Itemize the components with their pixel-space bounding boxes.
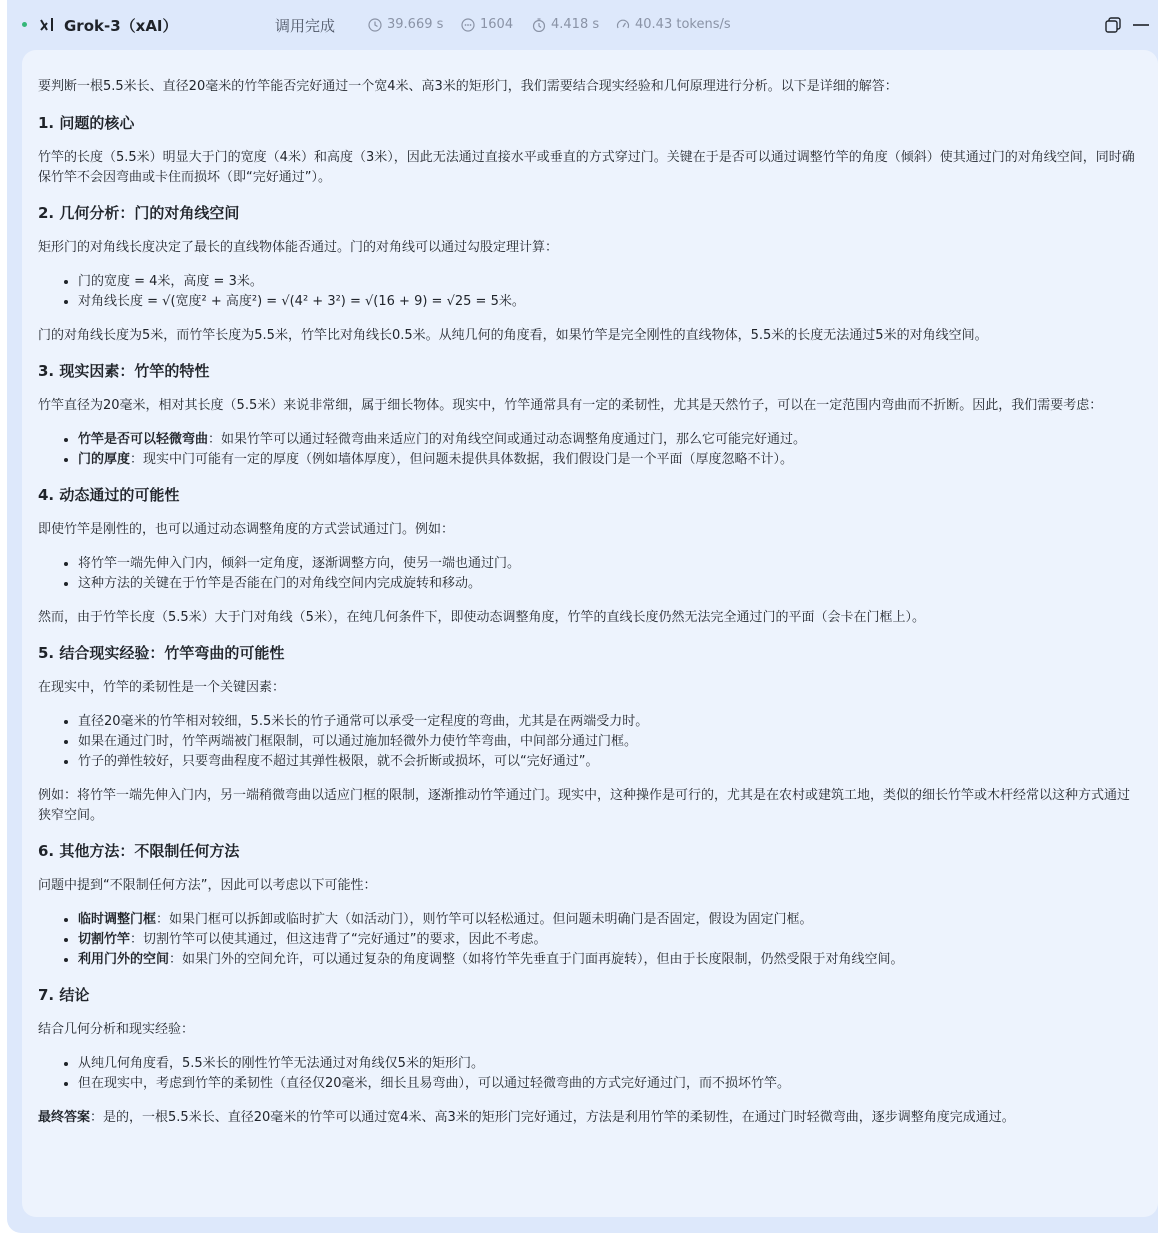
intro-paragraph: 要判断一根5.5米长、直径20毫米的竹竿能否完好通过一个宽4米、高3米的矩形门，我们需要结合现实经验和几何原理进行分析。以下是详细的解答： [38,79,898,94]
list-item [78,910,1140,930]
copy-icon[interactable] [1104,16,1122,34]
stat-first-token-value: 4.418 s [551,17,600,32]
section-6-paragraph: 问题中提到“不限制任何方法”，因此可以考虑以下可能性： [38,878,377,893]
section-7-title: 7. 结论 [38,986,90,1004]
section-3-list [38,430,1140,470]
section-4-paragraph-1: 即使竹竿是刚性的，也可以通过动态调整角度的方式尝试通过门。例如： [38,522,455,537]
section-5-paragraph-2: 例如：将竹竿一端先伸入门内，另一端稍微弯曲以适应门框的限制，逐渐推动竹竿通过门。现实中，这种操作是可行的，尤其是在农村或建筑工地，类似的细长竹竿或木杆经常以这种方式通过狭窄空间。 [38,788,1131,823]
section-2-paragraph-2: 门的对角线长度为5米，而竹竿长度为5.5米，竹竿比对角线长0.5米。从纯几何的角度看，如果竹竿是完全刚性的直线物体，5.5米的长度无法通过5米的对角线空间。 [38,328,988,343]
section-1-title: 1. 问题的核心 [38,114,135,132]
status-dot [22,22,27,27]
clock-icon [368,18,382,32]
section-5-title: 5. 结合现实经验：竹竿弯曲的可能性 [38,644,285,662]
list-item: • 对角线长度 = √(宽度² + 高度²) = √(4² + 3²) = √(16 + 9) = √25 = 5米。 [78,292,1140,312]
list-item-text: ：如果门外的空间允许，可以通过复杂的角度调整（如将竹竿先垂直于门面再旋转），但由于长度限制，仍然受限于对角线空间。 [169,952,904,967]
list-item-bold: 临时调整门框 [78,912,157,927]
list-item-text: ：切割竹竿可以使其通过，但这违背了“完好通过”的要求，因此不考虑。 [130,932,547,947]
stat-speed-value: 40.43 tokens/s [635,17,731,32]
section-7-paragraph: 结合几何分析和现实经验： [38,1022,195,1037]
section-7-list [38,1054,1140,1094]
stat-tokens-value: 1604 [480,17,514,32]
section-6-title: 6. 其他方法：不限制任何方法 [38,842,240,860]
final-answer-label: 最终答案 [38,1110,91,1125]
response-panel [7,0,1158,1233]
final-answer-text: ：是的，一根5.5米长、直径20毫米的竹竿可以通过宽4米、高3米的矩形门完好通过，方法是利用竹竿的柔韧性，在通过门时轻微弯曲，逐步调整角度完成通过。 [90,1110,1015,1125]
section-2-title: 2. 几何分析：门的对角线空间 [38,204,240,222]
list-item-bold: 利用门外的空间 [78,952,170,967]
list-item-bold: 切割竹竿 [78,932,131,947]
speedometer-icon [616,18,630,32]
list-item [78,930,1140,950]
section-6-list [38,910,1140,970]
section-5-paragraph-1: 在现实中，竹竿的柔韧性是一个关键因素： [38,680,286,695]
status-text: 调用完成 [275,17,336,35]
list-item-text: ：如果门框可以拆卸或临时扩大（如活动门），则竹竿可以轻松通过。但问题未明确门是否固定，假设为固定门框。 [156,912,813,927]
minimize-icon[interactable] [1132,16,1150,34]
section-5-list [38,712,1140,772]
list-item: • 直径20毫米的竹竿相对较细，5.5米长的竹子通常可以承受一定程度的弯曲，尤其是在两端受力时。 [78,712,1140,732]
section-4-title: 4. 动态通过的可能性 [38,486,180,504]
list-item [78,950,1140,970]
list-item: • 从纯几何角度看，5.5米长的刚性竹竿无法通过对角线仅5米的矩形门。 [78,1054,1140,1074]
list-item-text: ：现实中门可能有一定的厚度（例如墙体厚度），但问题未提供具体数据，我们假设门是一个平面（厚度忽略不计）。 [130,452,794,467]
list-item-bold: 门的厚度 [78,452,131,467]
timer-icon [532,18,546,32]
section-3-title: 3. 现实因素：竹竿的特性 [38,362,210,380]
section-2-list [38,272,1140,312]
section-2-paragraph-1: 矩形门的对角线长度决定了最长的直线物体能否通过。门的对角线可以通过勾股定理计算： [38,240,559,255]
section-3-paragraph: 竹竿直径为20毫米，相对其长度（5.5米）来说非常细，属于细长物体。现实中，竹竿通常具有一定的柔韧性，尤其是天然竹子，可以在一定范围内弯曲而不折断。因此，我们需要考虑： [38,398,1103,413]
model-name: Grok-3（xAI） [64,17,178,35]
list-item: • 将竹竿一端先伸入门内，倾斜一定角度，逐渐调整方向，使另一端也通过门。 [78,554,1140,574]
stat-tokens [461,17,513,32]
response-header [7,0,1158,50]
list-item: • 但在现实中，考虑到竹竿的柔韧性（直径仅20毫米，细长且易弯曲），可以通过轻微弯曲的方式完好通过门，而不损坏竹竿。 [78,1074,1140,1094]
stat-first-token [532,17,599,32]
list-item: • 竹子的弹性较好，只要弯曲程度不超过其弹性极限，就不会折断或损坏，可以“完好通过”。 [78,752,1140,772]
stat-total-time [368,17,443,32]
answer-content [22,50,1158,1217]
final-answer [38,1108,1140,1128]
list-item: • 如果在通过门时，竹竿两端被门框限制，可以通过施加轻微外力使竹竿弯曲，中间部分通过门框。 [78,732,1140,752]
stat-speed [616,17,731,32]
list-item-text: ：如果竹竿可以通过轻微弯曲来适应门的对角线空间或通过动态调整角度通过门，那么它可能完好通过。 [208,432,807,447]
xai-logo-icon [39,16,55,34]
list-item [78,450,1140,470]
list-item: • 门的宽度 = 4米，高度 = 3米。 [78,272,1140,292]
chat-bubble-icon [461,18,475,32]
section-4-paragraph-2: 然而，由于竹竿长度（5.5米）大于门对角线（5米），在纯几何条件下，即使动态调整角度，竹竿的直线长度仍然无法完全通过门的平面（会卡在门框上）。 [38,610,925,625]
list-item-bold: 竹竿是否可以轻微弯曲 [78,432,209,447]
section-1-paragraph: 竹竿的长度（5.5米）明显大于门的宽度（4米）和高度（3米），因此无法通过直接水平或垂直的方式穿过门。关键在于是否可以通过调整竹竿的角度（倾斜）使其通过门的对角线空间，同时确保竹竿不会因弯曲或卡住而损坏（即“完好通过”）。 [38,150,1135,185]
list-item: • 这种方法的关键在于竹竿是否能在门的对角线空间内完成旋转和移动。 [78,574,1140,594]
list-item [78,430,1140,450]
section-4-list [38,554,1140,594]
stat-total-time-value: 39.669 s [387,17,444,32]
